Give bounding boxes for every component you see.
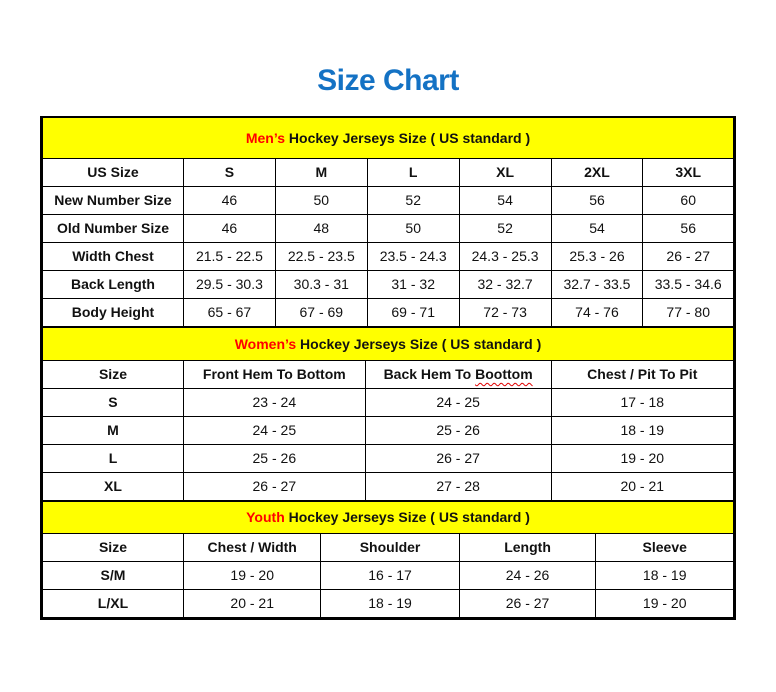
- size-value-cell: 18 - 19: [321, 589, 459, 617]
- size-value-cell: 26 - 27: [365, 444, 551, 472]
- column-header: XL: [459, 158, 551, 186]
- column-header: 3XL: [643, 158, 734, 186]
- size-value-cell: 23.5 - 24.3: [367, 242, 459, 270]
- table-row: [43, 298, 734, 326]
- youth-size-table: [42, 501, 734, 618]
- size-value-cell: 26 - 27: [643, 242, 734, 270]
- table-row: [43, 214, 734, 242]
- size-value-cell: 60: [643, 186, 734, 214]
- size-value-cell: 50: [367, 214, 459, 242]
- youth-section-title-rest: Hockey Jerseys Size ( US standard ): [284, 509, 530, 525]
- table-row: [43, 186, 734, 214]
- size-value-cell: 19 - 20: [596, 589, 734, 617]
- table-row: [43, 416, 734, 444]
- size-value-cell: 74 - 76: [551, 298, 643, 326]
- row-label: Width Chest: [43, 242, 184, 270]
- size-value-cell: 56: [643, 214, 734, 242]
- size-value-cell: 46: [183, 214, 275, 242]
- size-value-cell: 21.5 - 22.5: [183, 242, 275, 270]
- table-row: [43, 589, 734, 617]
- column-header: S: [183, 158, 275, 186]
- mens-section-title: [43, 118, 734, 158]
- size-value-cell: 72 - 73: [459, 298, 551, 326]
- size-value-cell: 54: [551, 214, 643, 242]
- row-label: S/M: [43, 561, 184, 589]
- size-value-cell: 52: [459, 214, 551, 242]
- womens-section-title-rest: Hockey Jerseys Size ( US standard ): [296, 335, 542, 352]
- womens-section-title: [43, 327, 734, 360]
- row-label: XL: [43, 472, 184, 500]
- size-value-cell: 29.5 - 30.3: [183, 270, 275, 298]
- column-header: US Size: [43, 158, 184, 186]
- mens-section-title-row: [43, 118, 734, 158]
- row-label: New Number Size: [43, 186, 184, 214]
- column-header: Size: [43, 360, 184, 388]
- mens-column-header-row: [43, 158, 734, 186]
- womens-size-table: [42, 327, 734, 501]
- size-value-cell: 27 - 28: [365, 472, 551, 500]
- size-value-cell: 18 - 19: [551, 416, 733, 444]
- size-value-cell: 25 - 26: [365, 416, 551, 444]
- mens-section-title-accent: Men’s: [245, 129, 286, 146]
- size-value-cell: 24 - 26: [459, 561, 596, 589]
- size-value-cell: 25 - 26: [183, 444, 365, 472]
- size-value-cell: 32 - 32.7: [459, 270, 551, 298]
- size-value-cell: 23 - 24: [183, 388, 365, 416]
- row-label: Old Number Size: [43, 214, 184, 242]
- size-chart-tables-container: [40, 116, 736, 620]
- womens-section-title-accent: Women’s: [234, 335, 297, 352]
- row-label: L: [43, 444, 184, 472]
- size-value-cell: 32.7 - 33.5: [551, 270, 643, 298]
- youth-section-title: [43, 501, 734, 533]
- column-header: Front Hem To Bottom: [183, 360, 365, 388]
- column-header: M: [275, 158, 367, 186]
- table-row: [43, 444, 734, 472]
- column-header: Length: [459, 533, 596, 561]
- size-value-cell: 69 - 71: [367, 298, 459, 326]
- column-header: Size: [43, 533, 184, 561]
- size-value-cell: 19 - 20: [551, 444, 733, 472]
- column-header: Chest / Width: [183, 533, 321, 561]
- size-value-cell: 30.3 - 31: [275, 270, 367, 298]
- column-header: L: [367, 158, 459, 186]
- table-row: [43, 242, 734, 270]
- womens-column-header-row: [43, 360, 734, 388]
- size-value-cell: 77 - 80: [643, 298, 734, 326]
- size-value-cell: 46: [183, 186, 275, 214]
- size-value-cell: 48: [275, 214, 367, 242]
- mens-section-title-rest: Hockey Jerseys Size ( US standard ): [285, 129, 531, 146]
- row-label: M: [43, 416, 184, 444]
- size-value-cell: 33.5 - 34.6: [643, 270, 734, 298]
- size-value-cell: 24 - 25: [365, 388, 551, 416]
- size-value-cell: 20 - 21: [551, 472, 733, 500]
- youth-column-header-row: [43, 533, 734, 561]
- column-header: Chest / Pit To Pit: [551, 360, 733, 388]
- size-value-cell: 65 - 67: [183, 298, 275, 326]
- row-label: L/XL: [43, 589, 184, 617]
- mens-size-table: [42, 118, 734, 327]
- page-title: Size Chart: [317, 64, 459, 97]
- size-value-cell: 22.5 - 23.5: [275, 242, 367, 270]
- size-value-cell: 52: [367, 186, 459, 214]
- size-value-cell: 25.3 - 26: [551, 242, 643, 270]
- size-value-cell: 24 - 25: [183, 416, 365, 444]
- size-value-cell: 20 - 21: [183, 589, 321, 617]
- size-value-cell: 19 - 20: [183, 561, 321, 589]
- size-value-cell: 31 - 32: [367, 270, 459, 298]
- size-value-cell: 17 - 18: [551, 388, 733, 416]
- youth-section-title-accent: Youth: [246, 509, 285, 525]
- size-value-cell: 16 - 17: [321, 561, 459, 589]
- misspelled-word: Boottom: [475, 366, 533, 382]
- youth-section-title-row: [43, 501, 734, 533]
- row-label: Back Length: [43, 270, 184, 298]
- table-row: [43, 388, 734, 416]
- column-header: Sleeve: [596, 533, 734, 561]
- table-row: [43, 472, 734, 500]
- row-label: S: [43, 388, 184, 416]
- table-row: [43, 270, 734, 298]
- table-row: [43, 561, 734, 589]
- womens-section-title-row: [43, 327, 734, 360]
- size-value-cell: 54: [459, 186, 551, 214]
- row-label: Body Height: [43, 298, 184, 326]
- size-value-cell: 56: [551, 186, 643, 214]
- size-value-cell: 50: [275, 186, 367, 214]
- column-header: Shoulder: [321, 533, 459, 561]
- size-value-cell: 26 - 27: [459, 589, 596, 617]
- size-value-cell: 67 - 69: [275, 298, 367, 326]
- size-value-cell: 24.3 - 25.3: [459, 242, 551, 270]
- size-value-cell: 18 - 19: [596, 561, 734, 589]
- column-header: Back Hem To Boottom: [365, 360, 551, 388]
- column-header: 2XL: [551, 158, 643, 186]
- size-value-cell: 26 - 27: [183, 472, 365, 500]
